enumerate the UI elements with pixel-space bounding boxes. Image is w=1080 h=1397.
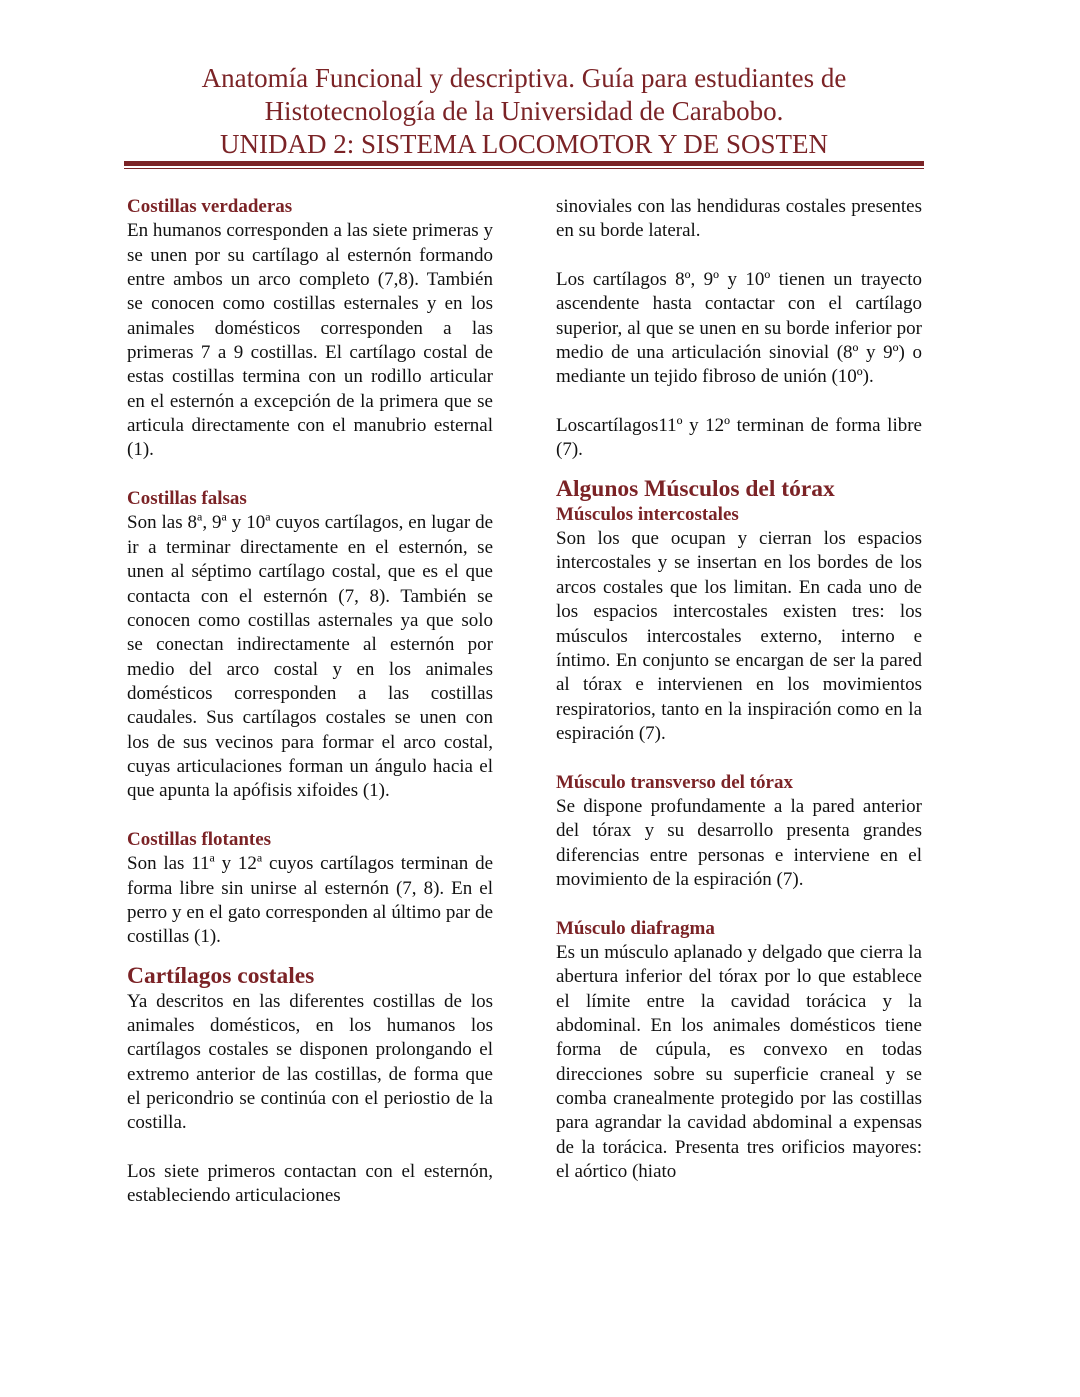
paragraph-siete-primeros: Los siete primeros contactan con el esternón, estableciendo articulaciones — [127, 1161, 493, 1207]
header-rule — [124, 161, 924, 169]
header-line-1: Anatomía Funcional y descriptiva. Guía para estudiantes de — [201, 63, 847, 93]
heading-costillas-falsas: Costillas falsas — [127, 488, 247, 510]
heading-musculo-diafragma: Músculo diafragma — [556, 917, 715, 939]
page-header — [124, 62, 924, 161]
paragraph-cartilagos-ascendentes: Los cartílagos 8º, 9º y 10º tienen un trayecto ascendente hasta contactar con el cartílago superior, al que se unen en su borde inferior por medio de una articulación sinovial (8º y 9º) o mediante un tejido fibroso de unión (10º). — [556, 269, 922, 388]
header-line-3: UNIDAD 2: SISTEMA LOCOMOTOR Y DE SOSTEN — [219, 129, 829, 159]
paragraph-cartilagos-libres: Loscartílagos11º y 12º terminan de forma libre (7). — [556, 415, 922, 461]
header-rule-thick — [124, 161, 924, 166]
paragraph-musculos-intercostales: Son los que ocupan y cierran los espacios intercostales y se insertan en los bordes de los arcos costales que los limitan. En cada uno de los espacios intercostales existen tres: los músculos intercostales externo, interno e íntimo. En conjunto se encargan de ser la pared al tórax e intervienen en los movimientos respiratorios, tanto en la inspiración como en la espiración (7). — [556, 528, 922, 744]
heading-cartilagos-costales: Cartílagos costales — [127, 962, 315, 989]
heading-musculos-intercostales: Músculos intercostales — [556, 503, 739, 525]
heading-musculos-torax: Algunos Músculos del tórax — [556, 475, 835, 502]
header-line-2: Histotecnología de la Universidad de Carabobo. — [264, 96, 784, 126]
paragraph-musculo-diafragma: Es un músculo aplanado y delgado que cierra la abertura inferior del tórax por lo que establece el límite entre la cavidad torácica y la abdominal. En los animales domésticos tiene forma de cúpula, es convexo en todas direcciones sobre su superficie craneal y se comba cranealmente protegido por las costillas para agrandar la cavidad abdominal a expensas de la torácica. Presenta tres orificios mayores: el aórtico (hiato — [556, 941, 922, 1183]
paragraph-continuation: sinoviales con las hendiduras costales presentes en su borde lateral. — [556, 196, 922, 242]
heading-costillas-verdaderas: Costillas verdaderas — [127, 196, 293, 217]
header-rule-thin — [124, 168, 924, 169]
heading-musculo-transverso: Músculo transverso del tórax — [556, 771, 793, 793]
heading-costillas-flotantes: Costillas flotantes — [127, 828, 272, 850]
right-column — [556, 195, 922, 1184]
paragraph-musculo-transverso: Se dispone profundamente a la pared anterior del tórax y su desarrollo presenta grandes diferencias entre personas e interviene en el movimiento de la espiración (7). — [556, 795, 922, 890]
paragraph-costillas-flotantes: Son las 11$^a$ y 12$^a$ cuyos cartílagos terminan de forma libre sin unirse al esternón (7, 8). En el perro y en el gato corresponden al último par de costillas (1). — [127, 850, 494, 948]
paragraph-costillas-falsas: Son las 8$^a$, 9$^a$ y 10$^a$ cuyos cartílagos, en lugar de ir a terminar directamente en el esternón, se unen al séptimo cartílago costal, que es el que contacta con el esternón (7, 8). También se conocen como costillas asternales ya que solo se conectan indirectamente al esternón por medio del arco costal y en los animales domésticos corresponden a las costillas caudales. Sus cartílagos costales se unen con los de sus vecinos para formar el arco costal, cuyas articulaciones forman un ángulo hacia el que apunta la apófisis xifoides (1). — [127, 510, 494, 802]
paragraph-costillas-verdaderas: En humanos corresponden a las siete primeras y se unen por su cartílago al esternón formando entre ambos un arco completo (7,8). También se conocen como costillas esternales y en los animales domésticos corresponden a las primeras 7 a 9 costillas. El cartílago costal de estas costillas termina con un rodillo articular en el esternón a excepción de la primera que se articula directamente con el manubrio esternal (1). — [127, 220, 493, 461]
left-column — [127, 195, 493, 1209]
paragraph-cartilagos-costales: Ya descritos en las diferentes costillas de los animales domésticos, en los humanos los cartílagos costales se disponen prolongando el extremo anterior de las costillas, de forma que el pericondrio se continúa con el periostio de la costilla. — [127, 990, 493, 1134]
